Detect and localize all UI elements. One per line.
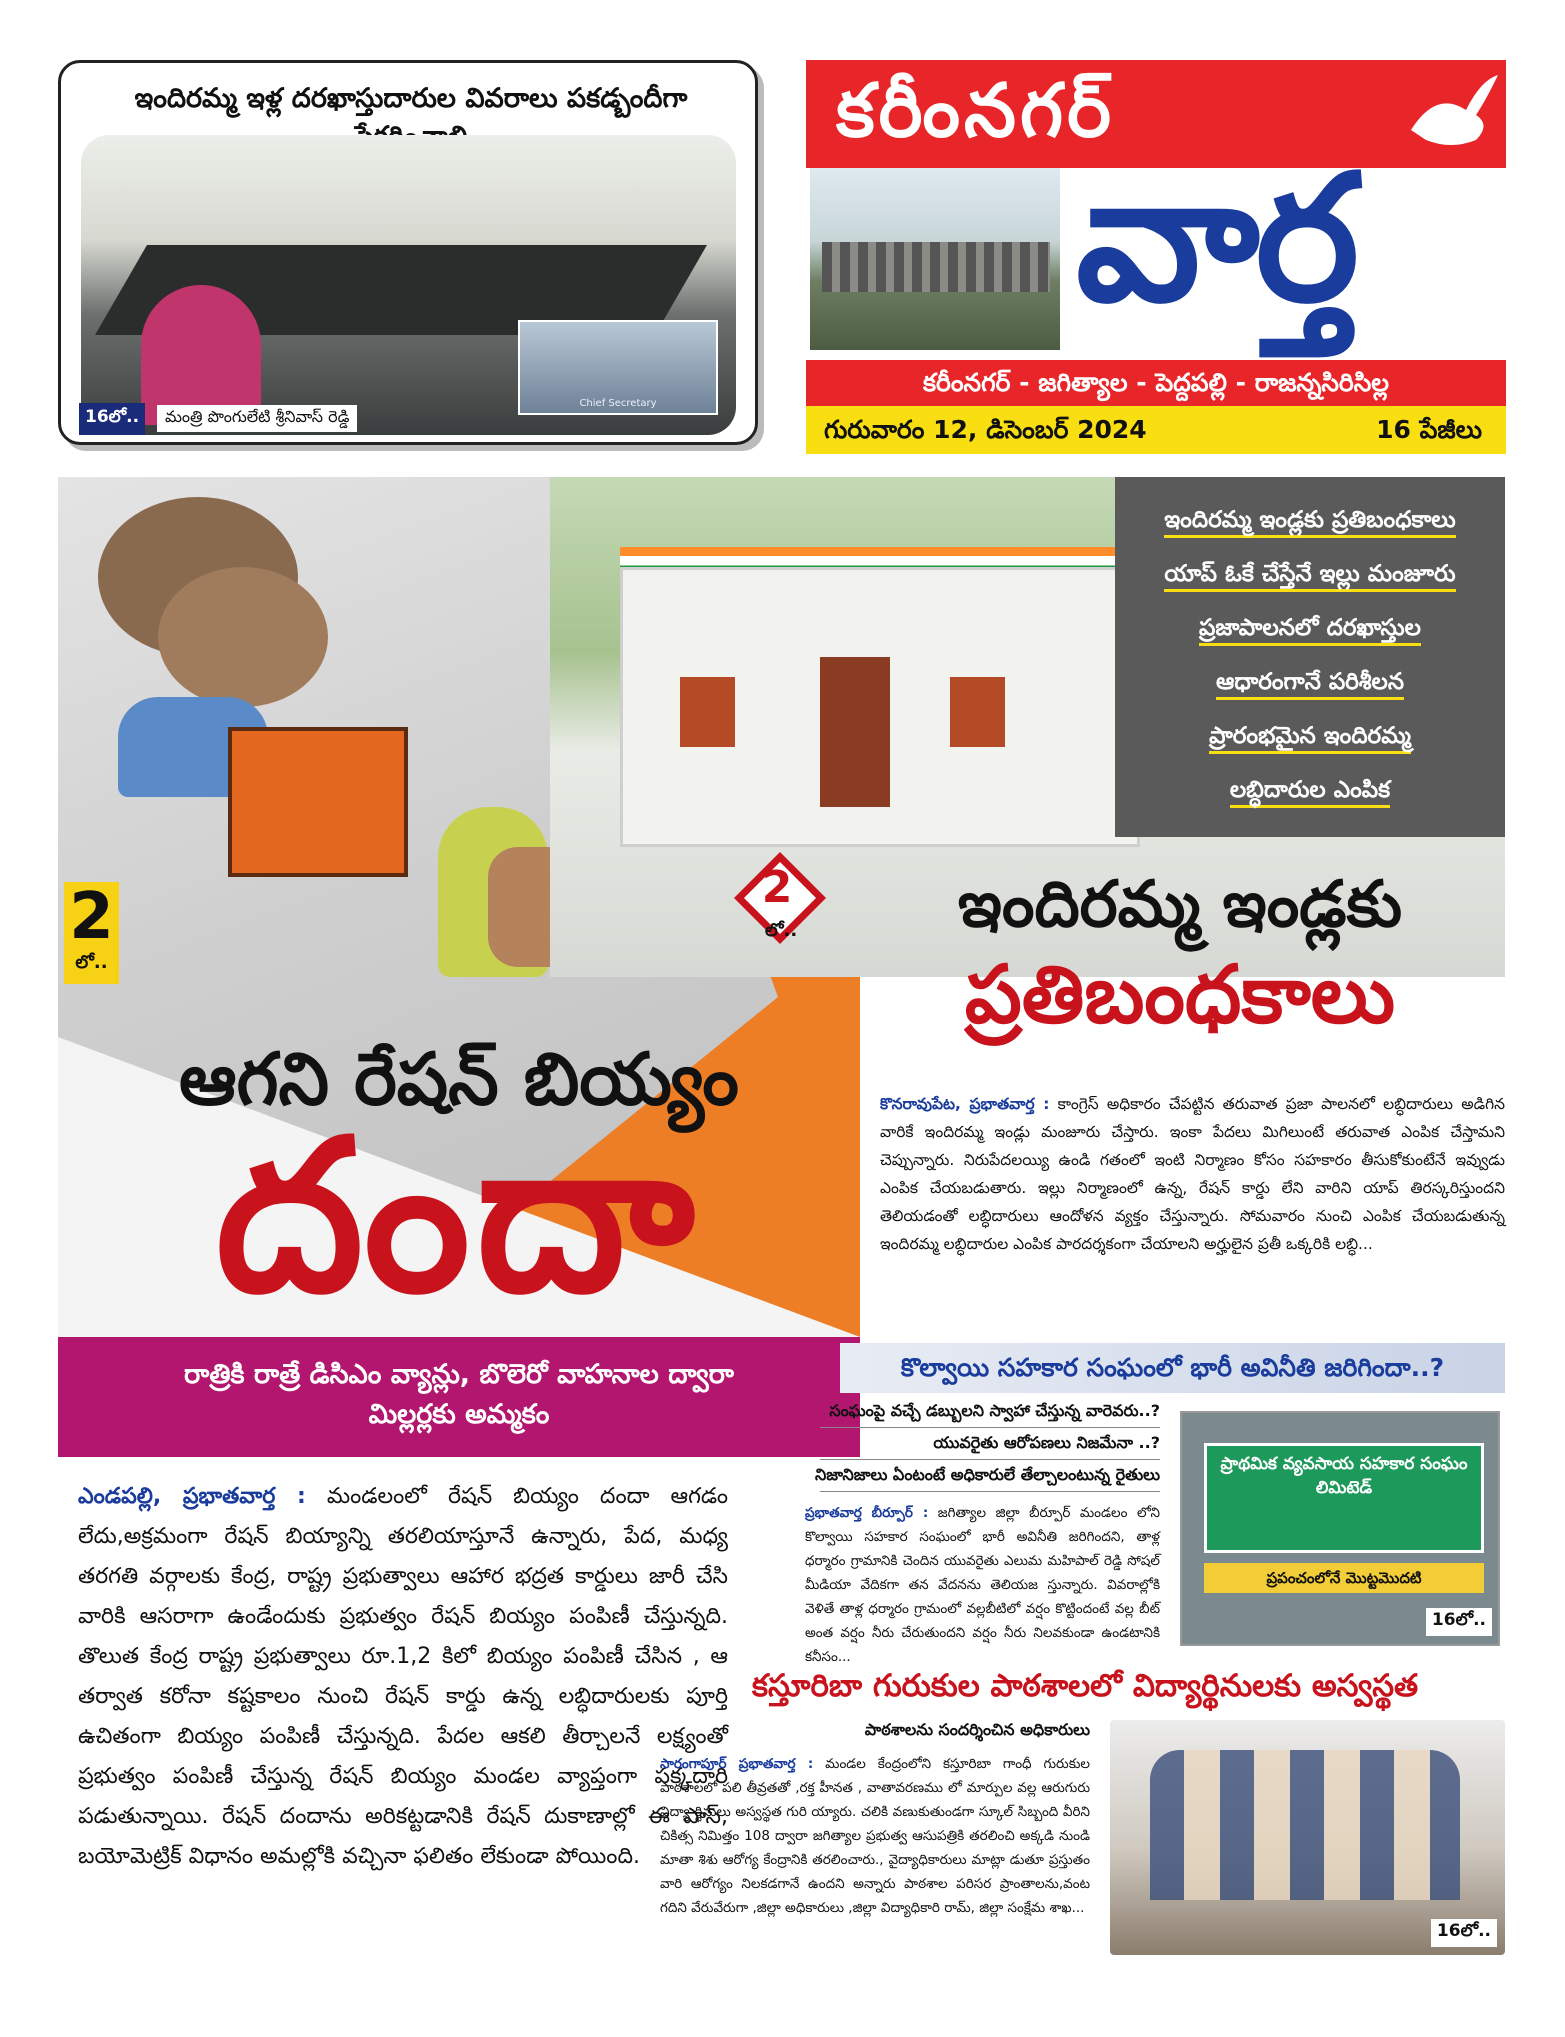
kasturba-story[interactable] [640,1668,1505,1958]
lead-sub-line-1: రాత్రికి రాత్రే డిసిఎం వ్యాన్లు, బొలెరో వాహనాల ద్వారా [184,1359,734,1390]
issue-date: గురువారం 12, డిసెంబర్ 2024 [824,415,1147,444]
house-highlight-item: ప్రజాపాలనలో దరఖాస్తుల [1120,601,1500,655]
lead-page-suffix: లో.. [75,952,108,973]
lead-dateline: ఎండపల్లి, ప్రభాతవార్త : [78,1484,306,1509]
house-highlight-item: ఇందిరమ్మ ఇండ్లకు ప్రతిబంధకాలు [1120,493,1500,547]
house-body [880,1090,1505,1258]
video-screen [518,320,718,415]
rice-sack [158,567,328,707]
house-window [950,677,1005,747]
divider [820,1459,1160,1460]
teaser-photo [81,135,736,435]
lead-sub-line-2: మిల్లర్లకు అమ్మకం [368,1399,550,1430]
dove-icon [1406,70,1501,160]
society-signboard [1204,1443,1484,1553]
house-highlight-item: లబ్ధిదారుల ఎంపిక [1120,763,1500,817]
divider [820,1427,1160,1428]
masthead-districts: కరీంనగర్ - జగిత్యాల - పెద్దపల్లి - రాజన్నసిరిసిల్ల [806,360,1506,406]
kolvai-subhead: నిజానిజాలు ఏంటంటే అధికారులే తేల్చాలంటున్న రైతులు [815,1465,1160,1484]
house-headline-top: ఇందిరమ్మ ఇండ్లకు [957,868,1403,942]
kasturba-photo [1110,1720,1505,1955]
kasturba-dateline: సారంగాపూర్ ప్రభాతవార్త : [660,1756,814,1772]
house-highlight-item: యాప్ ఓకే చేస్తేనే ఇల్లు మంజూరు [1120,547,1500,601]
kolvai-photo [1180,1411,1500,1646]
signboard-yellow: ప్రపంచంలోనే మొట్టమొదటి [1204,1563,1484,1593]
house-highlight-item: ప్రారంభమైన ఇందిరమ్మ [1120,709,1500,763]
teaser-headline: ఇందిరమ్మ ఇళ్ల దరఖాస్తుదారుల వివరాలు పకడ్బందీగా [134,83,688,114]
lead-page-number: 2 [69,880,114,954]
house-body-text: కాంగ్రెస్ అధికారం చేపట్టిన తరువాత ప్రజా పాలనలో లబ్ధిదారులు అడిగిన వారికే ఇందిరమ్మ ఇండ్లు మంజూరు చేస్తారు. ఇంకా పేదలు మిగిలుంటే తరువాత ఎంపిక చేస్తామని చెప్పున్నారు. నిరుపేదలయ్యి ఉండి గతంలో ఇంటి నిర్మాణం కోసం సహకారం తీసుకోకుంటేనే ఇవ్వుడు ఎంపిక చేయబడుతారు. ఇల్లు నిర్మాణంలో ఉన్న, రేషన్ కార్డు లేని వారిని యాప్ తిరస్కరిస్తుందని తెలియడంతో లబ్ధిదారులు ఆందోళన వ్యక్తం చేస్తున్నారు. సోమవారం నుంచి ఎంపిక చేయబడుతున్న ఇందిరమ్మ లబ్ధిదారుల ఎంపిక పారదర్శకంగా చేయాలని అర్హులైన ప్రతీ ఒక్కరికి లబ్ధి... [880,1095,1505,1253]
signboard-text: ప్రాథమిక వ్యవసాయ సహకార సంఘం లిమిటెడ్ [1220,1454,1468,1498]
lead-subheadline [58,1337,860,1457]
teaser-caption: మంత్రి పొంగులేటి శ్రీనివాస్ రెడ్డి [157,405,357,432]
kolvai-body-text: జగిత్యాల జిల్లా బీర్పూర్ మండలం లోని కొల్వాయి సహకార సంఘంలో భారీ అవినీతి జరిగిందని, తాళ్ల ధర్మారం గ్రామానికి చెందిన యువరైతు ఎలుమ మహిపాల్ రెడ్డి సోషల్ మీడియా వేదికగా తన వేదనను తెలియజ స్తున్నారు. వివరాల్లోకి వెళితే తాళ్ల ధర్మారం గ్రామంలో వల్లబీటిలో వర్షం కొట్టిందంటే వల్ల బీట్ అంత వర్షం నీరు చేరుతుందని వర్షం నీరు నిలవకుండా ఉండటానికి కనీసం... [805,1505,1161,1665]
house-page-suffix: లో.. [765,920,798,941]
screen-caption: Chief Secretary [579,398,657,409]
kolvai-body [805,1501,1160,1669]
weighing-machine [228,727,408,877]
house-dateline: కొనరావుపేట, ప్రభాతవార్త : [880,1095,1050,1113]
page-count: 16 పేజీలు [1376,415,1482,444]
teaser-box[interactable] [58,60,758,445]
kasturba-body [660,1752,1090,1920]
kolvai-headline: కొల్వాయి సహకార సంఘంలో భారీ అవినీతి జరిగిందా..? [840,1343,1505,1393]
masthead-title-main: వార్త [1076,138,1356,341]
house-door [820,657,890,807]
divider [820,1491,1160,1492]
kasturba-body-text: మండల కేంద్రంలోని కస్తూరిబా గాంధీ గురుకుల పాఠశాలలో పలి తీవ్రతతో ,రక్త హీనత , వాతావరణము లో మార్పుల వల్ల ఆరుగురు విద్యా ర్థినులు అస్వస్థత గురి య్యారు. చలికి వణుకుతుండగా స్కూల్ సిబ్బంది వీరిని చికిత్స నిమిత్తం 108 ద్వారా జగిత్యాల ప్రభుత్వ ఆసుపత్రికి తరలించి అక్కడి నుండి మాతా శిశు ఆరోగ్య కేంద్రానికి తరలించారు., వైద్యాధికారులు మాట్లా డుతూ ప్రస్తుతం వారి ఆరోగ్యం నిలకడగానే ఉందని అన్నారు పాఠశాల పరిసర ప్రాంతాలను,వంట గదిని వేరువేరుగా ,జిల్లా అధికారులు ,జిల్లా విద్యాధికారి రామ్, జిల్లా సంక్షేమ శాఖ... [660,1756,1090,1916]
masthead-title-top: కరీంనగర్ [836,68,1115,154]
kolvai-page-tag: 16లో.. [1426,1608,1492,1636]
house-highlights [1120,493,1500,817]
kolvai-dateline: ప్రభాతవార్త బీర్పూర్ : [805,1505,929,1521]
kolvai-story[interactable] [805,1343,1505,1673]
dam-structure [822,242,1050,292]
house-window [680,677,735,747]
teaser-page-tag: 16లో.. [79,403,145,435]
masthead [806,60,1506,460]
masthead-date-bar [806,406,1506,454]
masthead-dam-photo [810,168,1060,350]
officials-group [1150,1750,1460,1900]
kasturba-headline: కస్తూరిబా గురుకుల పాఠశాలలో విద్యార్థినులకు అస్వస్థత [751,1668,1419,1704]
kasturba-subhead: పాఠశాలను సందర్శించిన అధికారులు [864,1720,1090,1739]
kolvai-subhead: సంఘంపై వచ్చే డబ్బులని స్వాహా చేస్తున్న వారెవరు..? [829,1401,1160,1420]
lead-body-text: మండలంలో రేషన్ బియ్యం దందా ఆగడం లేదు,అక్రమంగా రేషన్ బియ్యాన్ని తరలియాస్తూనే ఉన్నారు, పేద, మధ్య తరగతి వర్గాలకు కేంద్ర, రాష్ట్ర ప్రభుత్వాలు ఆహార భద్రత కార్డులు జారీ చేసి వారికి ఆసరాగా ఉండేందుకు ప్రభుత్వం రేషన్ బియ్యం పంపిణీ చేస్తున్నది. తొలుత కేంద్ర రాష్ట్ర ప్రభుత్వాలు రూ.1,2 కిలో బియ్యం పంపిణీ చేసిన , ఆ తర్వాత కరోనా కష్టకాలం నుంచి రేషన్ కార్డు ఉన్న లబ్ధిదారులకు పూర్తి ఉచితంగా బియ్యం పంపిణీ చేస్తున్నది. పేదల ఆకలి తీర్చాలనే లక్ష్యంతో ప్రభుత్వం పంపిణీ చేస్తున్న రేషన్ బియ్యం మండల వ్యాప్తంగా పక్కదారి పడుతున్నాయి. రేషన్ దందాను అరికట్టడానికి రేషన్ దుకాణాల్లో ఈ పాస్, బయోమెట్రిక్ విధానం అమల్లోకి వచ్చినా ఫలితం లేకుండా పోయింది. [78,1484,729,1869]
lead-headline-main: దందా [215,1094,701,1337]
kasturba-page-tag: 16లో.. [1431,1919,1497,1947]
lead-headline-top: ఆగని రేషన్ బియ్యం [179,1037,739,1121]
house-headline-main: ప్రతిబంధకాలు [964,948,1396,1041]
house-highlight-item: ఆధారంగానే పరిశీలన [1120,655,1500,709]
lead-page-badge [64,882,119,984]
kolvai-subhead: యువరైతు ఆరోపణలు నిజమేనా ..? [933,1433,1160,1452]
lead-body [78,1477,728,1877]
person-figure [141,285,261,425]
house-page-number: 2 [761,862,793,913]
